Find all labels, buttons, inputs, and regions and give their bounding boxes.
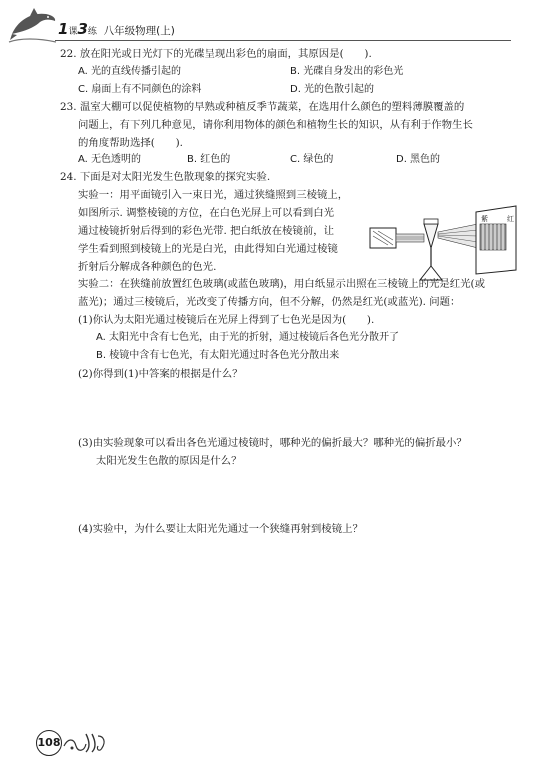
- header-divider: [55, 40, 511, 41]
- q24-part4: (4)实验中，为什么要让太阳光先通过一个狭缝再射到棱镜上？: [78, 523, 363, 535]
- q23-option-a: A. 无色透明的: [78, 154, 142, 165]
- q23-line1: 23. 温室大棚可以促使植物的早熟或种植反季节蔬菜，在选用什么颜色的塑料薄膜覆盖的: [60, 101, 465, 113]
- q24-exp1-line4: 学生看到照到棱镜上的光是白光，由此得知白光通过棱镜: [78, 243, 338, 255]
- q22-stem: 22. 放在阳光或日光灯下的光碟呈现出彩色的扇面，其原因是( ).: [60, 48, 372, 60]
- q24-exp1-line3: 通过棱镜折射后得到的彩色光带. 把白纸放在棱镜前，让: [78, 225, 334, 237]
- practice-word: 练: [87, 27, 97, 37]
- q24-part1-option-a: A. 太阳光中含有七色光，由于光的折射，通过棱镜后各色光分散开了: [96, 332, 400, 343]
- page-number: 108: [36, 730, 62, 756]
- lesson-word: 课: [68, 27, 78, 37]
- q22-option-b: B. 光碟自身发出的彩色光: [290, 66, 404, 77]
- q24-stem: 24. 下面是对太阳光发生色散现象的探究实验.: [60, 171, 271, 183]
- q24-part3-line1: (3)由实验现象可以看出各色光通过棱镜时，哪种光的偏折最大？哪种光的偏折最小？: [78, 437, 467, 449]
- label-purple: 紫: [481, 215, 488, 223]
- q22-option-c: C. 扇面上有不同颜色的涂料: [78, 84, 202, 95]
- q23-line2: 问题上，有下列几种意见，请你利用物体的颜色和植物生长的知识，从有利于作物生长: [78, 119, 473, 131]
- q22-option-a: A. 光的直线传播引起的: [78, 66, 182, 77]
- q24-part3-line2: 太阳光发生色散的原因是什么？: [96, 455, 242, 467]
- book-title: 八年级物理(上): [103, 25, 175, 37]
- q23-line3: 的角度帮助选择( ).: [78, 137, 183, 149]
- q24-exp1-line1: 实验一：用平面镜引入一束日光，通过狭缝照到三棱镜上，: [78, 189, 349, 201]
- q24-part2: (2)你得到(1)中答案的根据是什么？: [78, 368, 243, 380]
- footer-decoration-icon: [62, 730, 110, 754]
- prism-experiment-figure: [368, 202, 520, 282]
- label-red: 红: [507, 215, 514, 223]
- q23-option-d: D. 黑色的: [396, 154, 441, 165]
- q23-option-b: B. 红色的: [187, 154, 231, 165]
- header-title: [58, 22, 175, 37]
- practice-num: 3: [77, 20, 88, 38]
- dolphin-logo-icon: [8, 4, 58, 44]
- q24-part1-option-b: B. 棱镜中含有七色光，有太阳光通过时各色光分散出来: [96, 350, 340, 361]
- q24-part1: (1)你认为太阳光通过棱镜后在光屏上得到了七色光是因为( ).: [78, 314, 375, 326]
- q24-exp2-line1: 实验二：在狭缝前放置红色玻璃(或蓝色玻璃)，用白纸显示出照在三棱镜上的光是红光(或: [78, 278, 486, 290]
- q24-exp2-line2: 蓝光)；通过三棱镜后，光改变了传播方向，但不分解，仍然是红光(或蓝光). 问题：: [78, 296, 461, 308]
- q22-option-d: D. 光的色散引起的: [290, 84, 375, 95]
- q23-option-c: C. 绿色的: [290, 154, 334, 165]
- lesson-prefix: 1: [58, 20, 69, 38]
- q24-exp1-line2: 如图所示. 调整棱镜的方位，在白色光屏上可以看到白光: [78, 207, 334, 219]
- q24-exp1-line5: 折射后分解成各种颜色的色光.: [78, 261, 217, 273]
